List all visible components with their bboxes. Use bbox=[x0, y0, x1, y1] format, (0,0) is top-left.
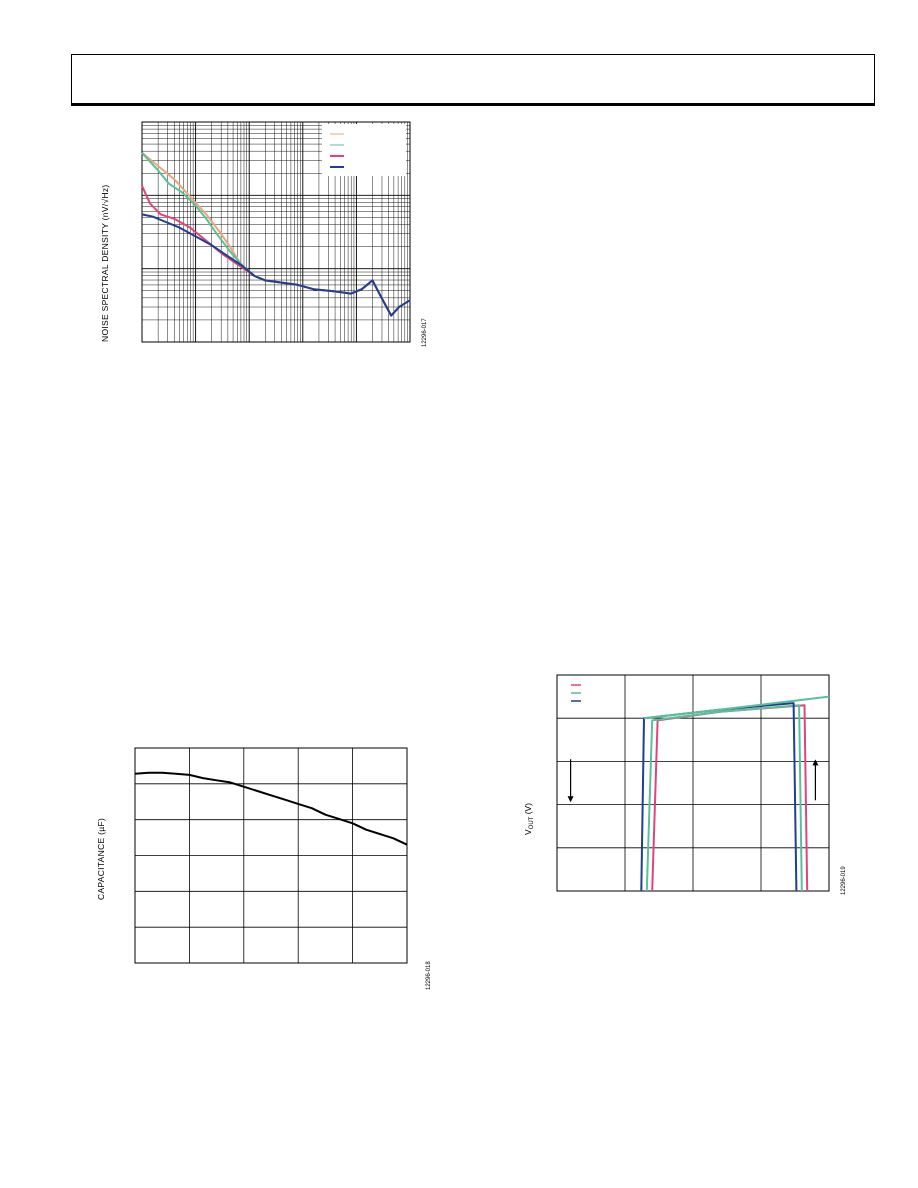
y-axis-label: $V_{OUT}$ (V) bbox=[523, 802, 535, 835]
figure-id: 12296-019 bbox=[841, 866, 847, 895]
series-line-blue bbox=[142, 214, 410, 315]
series-line-pink bbox=[652, 705, 807, 891]
noise-density-figure bbox=[96, 112, 436, 352]
figure-id: 12296-017 bbox=[422, 318, 428, 347]
series-line-teal bbox=[142, 153, 410, 316]
series-line-teal bbox=[647, 705, 802, 891]
capacitance-figure bbox=[90, 740, 440, 1000]
arrow-up-head bbox=[812, 759, 818, 765]
y-axis-label: CAPACITANCE (µF) bbox=[96, 817, 106, 900]
vout-chart bbox=[515, 665, 855, 905]
noise-density-chart bbox=[96, 112, 436, 352]
vout-figure bbox=[515, 665, 855, 905]
series-line-top-teal bbox=[644, 697, 829, 719]
arrow-down-head bbox=[568, 796, 574, 802]
capacitance-chart bbox=[90, 740, 440, 1000]
series-line-blue bbox=[641, 703, 796, 891]
page-header-box bbox=[71, 54, 875, 106]
series-line-orange bbox=[142, 153, 410, 316]
figure-id: 12296-018 bbox=[426, 961, 432, 990]
y-axis-label: NOISE SPECTRAL DENSITY (nV/√Hz) bbox=[100, 184, 110, 342]
series-line-pink bbox=[142, 186, 410, 316]
legend-box bbox=[322, 124, 406, 176]
